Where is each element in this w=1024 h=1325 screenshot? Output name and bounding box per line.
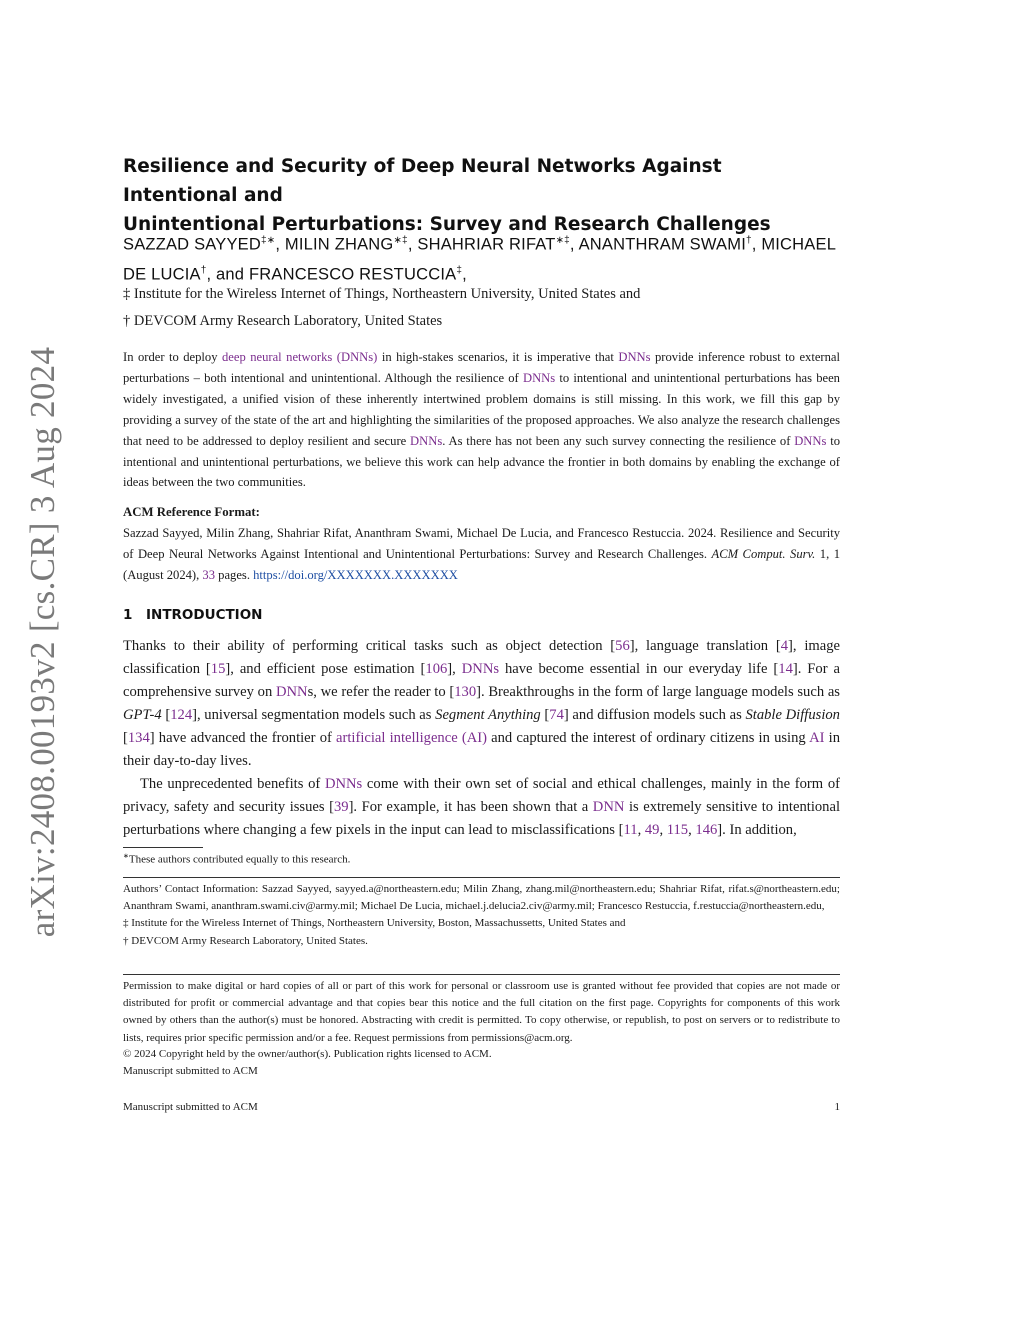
citation-link[interactable]: 130	[454, 684, 477, 700]
body-text: s, we refer the reader to [	[307, 684, 455, 700]
section-heading	[123, 607, 262, 623]
contact-information	[123, 881, 840, 950]
author-mark: ∗‡	[555, 235, 570, 246]
body-text: ], universal segmentation models such as	[192, 707, 436, 723]
body-text: and captured the interest of ordinary citizens in using	[486, 730, 810, 746]
footnote	[123, 852, 350, 866]
acronym-link[interactable]: DNNs	[410, 433, 443, 448]
model-name: GPT-4	[123, 707, 162, 723]
acronym-link[interactable]: DNNs	[618, 350, 651, 364]
body-text: [	[161, 707, 171, 723]
reference-text: pages.	[215, 568, 254, 582]
citation-link[interactable]: 49	[644, 822, 660, 838]
author-name: MICHAEL DE LUCIA	[123, 235, 836, 283]
journal-name: ACM Comput. Surv.	[711, 547, 816, 561]
acronym-link[interactable]: deep neural networks (DNNs)	[221, 350, 378, 364]
body-text: ] and diffusion models such as	[563, 707, 746, 723]
model-name: Segment Anything	[435, 707, 541, 723]
abstract-text: . As there has not been any such survey connecting the resilience of	[442, 433, 795, 448]
citation-link[interactable]: 11	[623, 822, 638, 838]
acronym-link[interactable]: AI	[809, 730, 825, 746]
model-name: Stable Diffusion	[745, 707, 840, 723]
footnote-text: These authors contributed equally to this research.	[128, 853, 351, 866]
title-line-1: Resilience and Security of Deep Neural Networks Against Intentional and	[123, 156, 722, 206]
body-text: have become essential in our everyday life [	[499, 661, 779, 677]
body-text: The unprecedented benefits of	[140, 776, 325, 792]
section-title: INTRODUCTION	[146, 607, 263, 623]
contact-divider	[123, 877, 840, 878]
citation-link[interactable]: 56	[615, 638, 630, 654]
contact-affiliation-devcom: † DEVCOM Army Research Laboratory, United States.	[123, 934, 368, 947]
body-text: ]. In addition,	[717, 822, 797, 838]
author-list: SAZZAD SAYYED‡∗, MILIN ZHANG∗‡, SHAHRIAR RIFAT∗‡, ANANTHRAM SWAMI†, MICHAEL DE LUCIA†, and FRANCESCO RESTUCCIA‡,	[123, 235, 836, 283]
author-mark: †	[745, 235, 752, 246]
abstract-text: In order to deploy	[123, 350, 222, 364]
body-text: is extremely sensitive to intentional perturbations where changing a few pixels in the input can lead to misclassifications [	[123, 799, 840, 838]
citation-link[interactable]: 39	[333, 799, 349, 815]
acm-reference	[123, 523, 840, 586]
copyright-block	[123, 1046, 492, 1080]
acronym-link[interactable]: DNNs	[324, 776, 363, 792]
author-mark: ∗‡	[393, 235, 408, 246]
citation-link[interactable]: 134	[127, 730, 150, 746]
body-text: ,	[688, 822, 696, 838]
copyright-line: © 2024 Copyright held by the owner/author(s). Publication rights licensed to ACM.	[123, 1048, 492, 1060]
author-name: MILIN ZHANG	[284, 235, 394, 254]
introduction-body	[123, 635, 840, 842]
contact-authors: Authors’ Contact Information: Sazzad Sayyed, sayyed.a@northeastern.edu; Milin Zhang, zhang.mil@northeastern.edu; Shahriar Rifat, rifat.s@northeastern.edu; Ananthram Swami, ananthram.swami.civ@army.mil; Michael De Lucia, michael.j.delucia2.civ@army.mil; Francesco Restuccia, f.restuccia@northeastern.edu,	[123, 883, 840, 913]
paper-title	[123, 152, 840, 239]
intro-paragraph-2	[123, 773, 840, 842]
acm-reference-heading: ACM Reference Format:	[123, 505, 260, 519]
reference-text: Sazzad Sayyed, Milin Zhang, Shahriar Rifat, Ananthram Swami, Michael De Lucia, and Francesco Restuccia. 2024. Resilience and Security of Deep Neural Networks Against Intentional and Unintentional Perturbations: Survey and Research Challenges.	[123, 526, 840, 561]
citation-link[interactable]: 115	[666, 822, 689, 838]
body-text: ]. For example, it has been shown that a	[348, 799, 593, 815]
abstract-text: to intentional and unintentional perturbations has been widely investigated, a unified vision of these inherently intertwined problem domains is still missing. In this work, we fill this gap by providing a survey of the state of the art and highlighting the similarities of the proposed approaches. We also analyze the research challenges that need to be addressed to deploy resilient and secure	[123, 370, 840, 448]
acronym-link[interactable]: artificial intelligence (AI)	[336, 730, 487, 746]
footnote-divider	[123, 847, 203, 848]
acronym-link[interactable]: DNNs	[794, 433, 827, 448]
acronym-link[interactable]: DNN	[275, 684, 308, 700]
citation-link[interactable]: 4	[780, 638, 789, 654]
affiliation-devcom: † DEVCOM Army Research Laboratory, United States	[123, 313, 443, 329]
intro-paragraph-1	[123, 635, 840, 773]
permission-notice: Permission to make digital or hard copies of all or part of this work for personal or classroom use is granted without fee provided that copies are not made or distributed for profit or commercial advantage and that copies bear this notice and the full citation on the first page. Copyrights for components of this work owned by others than the author(s) must be honored. Abstracting with credit is permitted. To copy otherwise, or republish, to post on servers or to redistribute to lists, requires prior specific permission and/or a fee. Request permissions from permissions@acm.org.	[123, 980, 840, 1044]
acronym-link[interactable]: DNNs	[461, 661, 500, 677]
body-text: in their day-to-day lives.	[123, 730, 840, 769]
body-text: ], and efficient pose estimation [	[225, 661, 426, 677]
author-name: ANANTHRAM SWAMI	[578, 235, 746, 254]
page-count-link[interactable]: 33	[202, 568, 215, 582]
author-conjunction: and	[216, 265, 245, 283]
doi-link[interactable]: https://doi.org/XXXXXXX.XXXXXXX	[253, 568, 458, 582]
citation-link[interactable]: 106	[425, 661, 448, 677]
body-text: ] have advanced the frontier of	[149, 730, 337, 746]
body-text: [	[540, 707, 550, 723]
abstract	[123, 347, 840, 493]
citation-link[interactable]: 124	[170, 707, 193, 723]
footer-left: Manuscript submitted to ACM	[123, 1101, 258, 1113]
citation-link[interactable]: 15	[210, 661, 226, 677]
arxiv-identifier: arXiv:2408.00193v2 [cs.CR] 3 Aug 2024	[23, 346, 62, 938]
acronym-link[interactable]: DNNs	[522, 370, 556, 385]
author-mark: †	[200, 264, 207, 276]
author-name: FRANCESCO RESTUCCIA	[248, 265, 457, 283]
body-text: ,	[659, 822, 667, 838]
author-name: SAZZAD SAYYED	[123, 235, 261, 254]
body-text: [	[123, 730, 128, 746]
reference-text: 1, 1 (August 2024),	[123, 547, 841, 582]
footnote-mark: ∗	[123, 852, 129, 860]
acronym-link[interactable]: DNN	[592, 799, 625, 815]
author-mark: ‡	[456, 264, 463, 276]
page-number: 1	[834, 1101, 840, 1113]
author-name: SHAHRIAR RIFAT	[417, 235, 556, 254]
abstract-text: to intentional and unintentional perturbations, we believe this work can help advance the frontier in both domains by enabling the exchange of ideas between the two communities.	[123, 433, 840, 490]
manuscript-note: Manuscript submitted to ACM	[123, 1065, 258, 1078]
citation-link[interactable]: 146	[695, 822, 718, 838]
body-text: Thanks to their ability of performing critical tasks such as object detection [	[123, 638, 616, 654]
author-mark: ‡∗	[261, 235, 276, 246]
body-text: ],	[447, 661, 462, 677]
affiliation-wiot: ‡ Institute for the Wireless Internet of Things, Northeastern University, United States and	[123, 286, 641, 302]
title-line-2: Unintentional Perturbations: Survey and Research Challenges	[123, 214, 771, 235]
body-text: come with their own set of social and ethical challenges, mainly in the form of privacy, safety and security issues [	[123, 776, 840, 815]
abstract-text: in high-stakes scenarios, it is imperative that	[377, 350, 619, 364]
body-text: ]. For a comprehensive survey on	[123, 661, 840, 700]
abstract-text: provide inference robust to external perturbations – both intentional and unintentional. Although the resilience of	[123, 350, 840, 385]
body-text: ]. Breakthroughs in the form of large language models such as	[476, 684, 840, 700]
permission-divider	[123, 974, 840, 975]
body-text: ], language translation [	[629, 638, 781, 654]
citation-link[interactable]: 74	[549, 707, 564, 723]
citation-link[interactable]: 14	[778, 661, 793, 677]
section-number: 1	[123, 607, 133, 623]
body-text: ], image classification [	[123, 638, 840, 677]
body-text: ,	[637, 822, 645, 838]
contact-affiliation-wiot: ‡ Institute for the Wireless Internet of Things, Northeastern University, Boston, Massachussetts, United States and	[123, 917, 626, 930]
